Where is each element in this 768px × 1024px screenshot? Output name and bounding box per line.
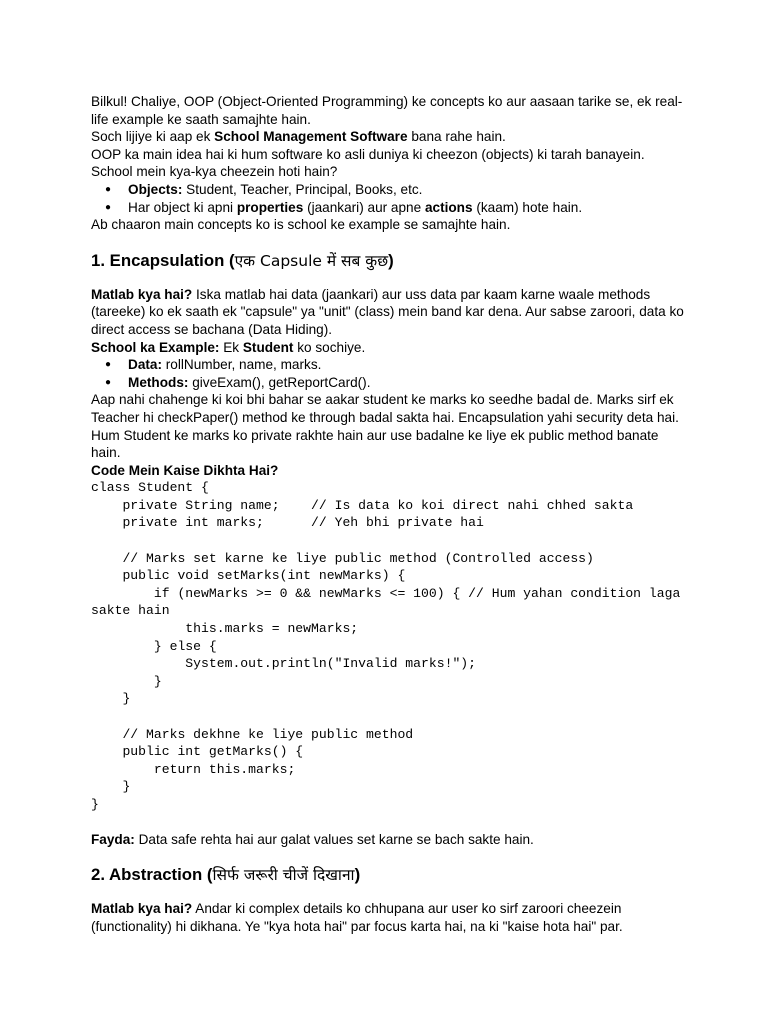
intro-paragraph: Bilkul! Chaliye, OOP (Object-Oriented Programming) ke concepts ko aur aasaan tarike se, ek real-life example ke saath samajhte hain. [91,94,683,127]
encapsulation-heading: 1. Encapsulation (एक Capsule में सब कुछ) [91,250,394,270]
list-item: ● Har object ki apni properties (jaankari) aur apne actions (kaam) hote hain. [91,199,691,217]
code-block: class Student { private String name; // Is data ko koi direct nahi chhed sakta private int marks; // Yeh bhi private hai // Marks set karne ke liye public method (Controlled access) public void setMarks(int newMarks) { if (newMarks >= 0 && newMarks <= 100) { // Hum yahan condition laga sakte hain this.marks = newMarks; } else { System.out.println("Invalid marks!"); } } // Marks dekhne ke liye public method public int getMarks() { return this.marks; } } [91,480,681,812]
list-item: ● Methods: giveExam(), getReportCard(). [91,374,691,392]
intro-oop-idea: OOP ka main idea hai ki hum software ko asli duniya ki cheezon (objects) ki tarah banayein. [91,146,645,162]
abstraction-heading: 2. Abstraction (सिर्फ जरूरी चीजें दिखाना) [91,865,361,885]
encapsulation-benefit: Fayda: Data safe rehta hai aur galat values set karne se bach sakte hain. [91,831,534,847]
encapsulation-example: School ka Example: Ek Student ko sochiye. [91,339,366,355]
intro-list [91,181,691,216]
encapsulation-list [91,356,691,391]
intro-question: School mein kya-kya cheezein hoti hain? [91,164,338,180]
encapsulation-meaning: Matlab kya hai? Iska matlab hai data (jaankari) aur uss data par kaam karne waale methods (tareeke) ko ek saath ek "capsule" ya "unit" (class) mein band kar dena. Aur sabse zaroori, data ko direct access se bachana (Data Hiding). [91,286,684,337]
intro-software-line: Soch lijiye ki aap ek School Management Software bana rahe hain. [91,129,506,145]
abstraction-meaning: Matlab kya hai? Andar ki complex details ko chhupana aur user ko sirf zaroori cheezein (functionality) hi dikhana. Ye "kya hota hai" par focus karta hai, na ki "kaise hota hai" par. [91,901,623,934]
intro-closing: Ab chaaron main concepts ko is school ke example se samajhte hain. [91,217,511,233]
list-item: ● Data: rollNumber, name, marks. [91,356,691,374]
document-body [91,93,691,935]
list-item: ● Objects: Student, Teacher, Principal, Books, etc. [91,181,691,199]
code-label: Code Mein Kaise Dikhta Hai? [91,462,279,478]
encapsulation-explanation: Aap nahi chahenge ki koi bhi bahar se aakar student ke marks ko seedhe badal de. Marks sirf ek Teacher hi checkPaper() method ke through badal sakta hai. Encapsulation yahi security deta hai. Hum Student ke marks ko private rakhte hain aur use badalne ke liye ek public method banate hain. [91,392,679,461]
